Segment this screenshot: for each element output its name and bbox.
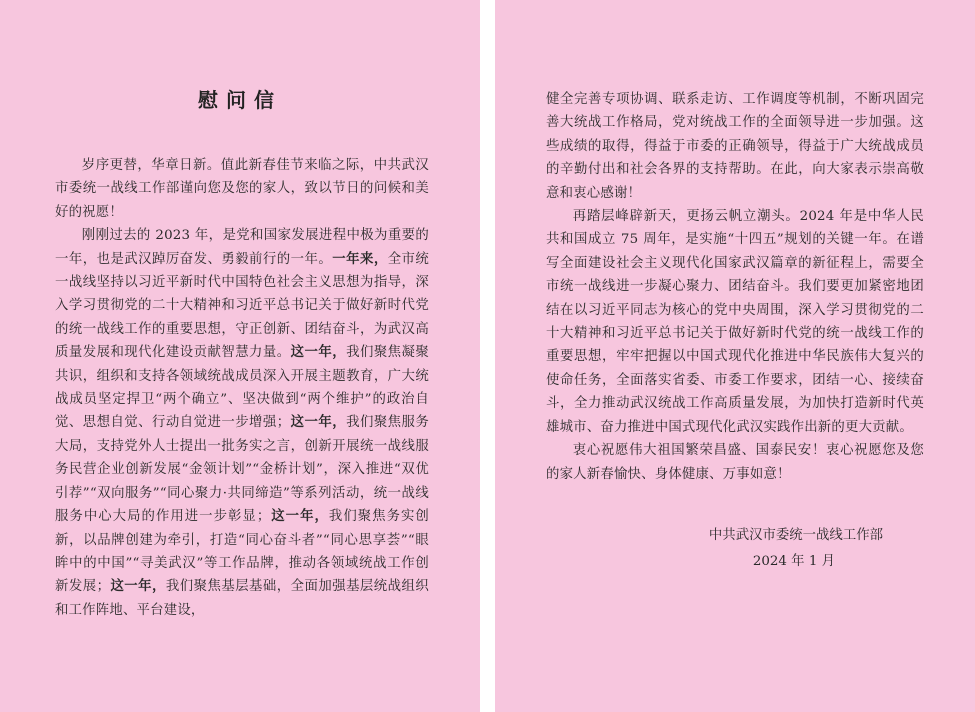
body-phrase: 全市统一战线坚持以习近平新时代中国特色社会主义思想为指导，深入学习贯彻党的二十大精神和习近平总书记关于做好新时代党的统一战线工作的重要思想，守正创新、团结奋斗，为武汉高质量发展和现代化建设贡献智慧力量。: [55, 251, 430, 361]
body-phrase: 我们聚焦务实创新，以品牌创建为牵引，打造“同心奋斗者”“同心思享荟”“眼眸中的中国”“寻美武汉”等工作品牌，推动各领域统战工作创新发展；: [55, 509, 430, 595]
signature-organization: 中共武汉市委统一战线工作部: [708, 528, 883, 543]
body-phrase: 我们聚焦基层基础，全面加强基层统战组织和工作阵地、平台建设，: [55, 579, 429, 618]
signature-date: 2024 年 1 月: [752, 554, 835, 569]
body-phrase: 刚刚过去的 2023 年，是党和国家发展进程中极为重要的一年，也是武汉踔厉奋发、勇毅前行的一年。: [55, 228, 429, 267]
outlook-paragraph: 再踏层峰辟新天，更扬云帆立潮头。2024 年是中华人民共和国成立 75 周年，是实施“十四五”规划的关键一年。在谱写全面建设社会主义现代化国家武汉篇章的新征程上，需要全市统一战线进一步凝心聚力、团结奋斗。我们要更加紧密地团结在以习近平同志为核心的党中央周围，深入学习贯彻党的二十大精神和习近平总书记关于做好新时代党的统一战线工作的重要思想，牢牢把握以中国式现代化推进中华民族伟大复兴的使命任务，全面落实省委、市委工作要求，团结一心、接续奋斗，全力推动武汉统战工作高质量发展，为加快打造新时代英雄城市、奋力推进中国式现代化武汉实践作出新的更大贡献。: [546, 209, 924, 435]
letter-body-left: [55, 154, 429, 622]
review-paragraph: [55, 224, 429, 622]
review-paragraph-continued: 健全完善专项协调、联系走访、工作调度等机制，不断巩固完善大统战工作格局，党对统战工作的全面领导进一步加强。这些成绩的取得，得益于市委的正确领导，得益于广大统战成员的辛勤付出和社会各界的支持帮助。在此，向大家表示崇高敬意和衷心感谢！: [546, 92, 924, 201]
emphasis-phrase: 这一年，: [290, 344, 347, 361]
emphasis-phrase: 一年来，: [332, 250, 388, 267]
letter-body-right: [546, 88, 924, 486]
body-phrase: 我们聚焦凝聚共识，组织和支持各领域统战成员深入开展主题教育，广大统战成员坚定捍卫“两个确立”、坚决做到“两个维护”的政治自觉、思想自觉、行动自觉进一步增强；: [55, 345, 429, 431]
emphasis-phrase: 这一年，: [290, 414, 347, 431]
wishes-paragraph: 衷心祝愿伟大祖国繁荣昌盛、国泰民安！衷心祝愿您及您的家人新春愉快、身体健康、万事如意！: [546, 443, 924, 482]
emphasis-phrase: 这一年，: [270, 508, 329, 525]
body-phrase: 我们聚焦服务大局，支持党外人士提出一批务实之言，创新开展统一战线服务民营企业创新发展“金领计划”“金桥计划”，深入推进“双优引荐”“双向服务”“同心聚力·共同缔造”等系列活动，统一战线服务中心大局的作用进一步彰显；: [55, 415, 429, 525]
greeting-paragraph: 岁序更替，华章日新。值此新春佳节来临之际，中共武汉市委统一战线工作部谨向您及您的家人，致以节日的问候和美好的祝愿！: [55, 158, 429, 220]
page-title: 慰问信: [198, 88, 282, 112]
letter-page-right: [495, 0, 975, 712]
emphasis-phrase: 这一年，: [110, 578, 166, 595]
letter-page-left: [0, 0, 480, 712]
